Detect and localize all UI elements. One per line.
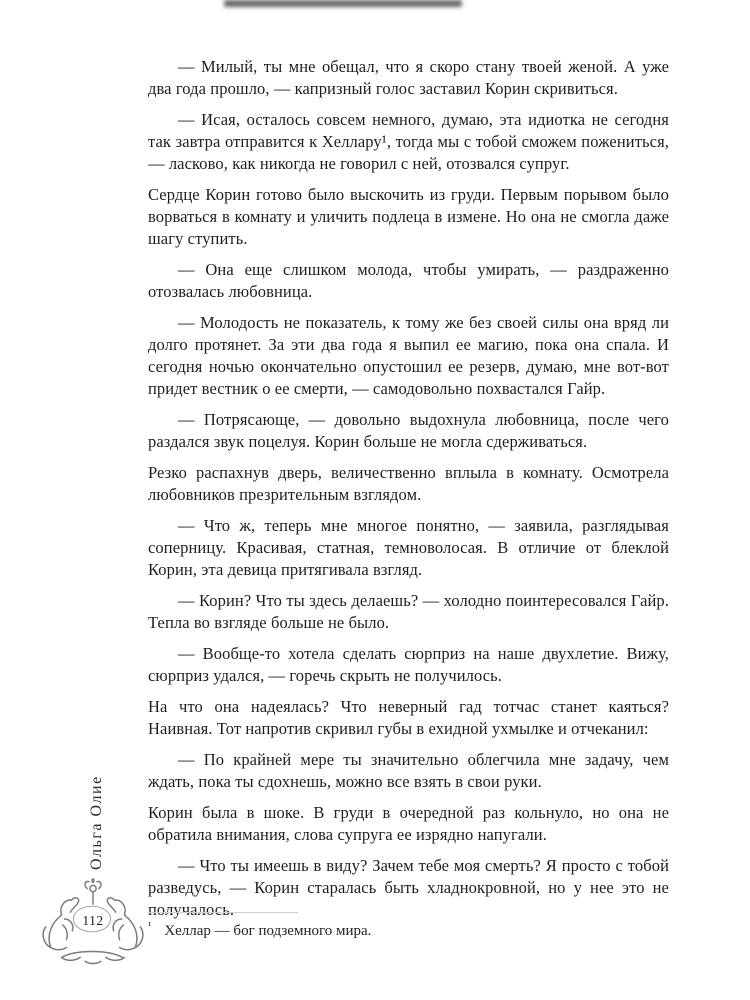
author-name-vertical: Ольга Олие [88, 775, 105, 870]
page-number: 112 [82, 913, 104, 928]
cropped-running-head [224, 0, 462, 7]
paragraph: — Что ты имеешь в виду? Зачем тебе моя смерть? Я просто с тобой разведусь, — Корин старалась быть хладнокровной, но у нее это не получалось. [148, 856, 669, 919]
footnote [148, 916, 669, 941]
paragraph: — Молодость не показатель, к тому же без своей силы она вряд ли долго протянет. За эти два года я выпил ее магию, пока она спала. И сегодня ночью окончательно опустошил ее резерв, думаю, мне вот-вот придет вестник о ее смерти, — самодовольно похвастался Гайр. [148, 313, 669, 398]
paragraph: — Она еще слишком молода, чтобы умирать, — раздраженно отозвалась любовница. [148, 260, 669, 301]
paragraph: — Потрясающе, — довольно выдохнула любовница, после чего раздался звук поцелуя. Корин больше не могла сдерживаться. [148, 410, 669, 451]
paragraph: Сердце Корин готово было выскочить из груди. Первым порывом было ворваться в комнату и уличить подлеца в измене. Но она не смогла даже шагу ступить. [148, 185, 669, 248]
footnote-text: Хеллар — бог подземного мира. [164, 923, 372, 939]
paragraph: — Милый, ты мне обещал, что я скоро стану твоей женой. А уже два года прошло, — капризный голос заставил Корин скривиться. [148, 57, 669, 98]
paragraph: — Исая, осталось совсем немного, думаю, эта идиотка не сегодня так завтра отправится к Хеллару¹, тогда мы с тобой сможем пожениться, — ласково, как никогда не говорил с ней, отозвался супруг. [148, 110, 669, 173]
paragraph: — Корин? Что ты здесь делаешь? — холодно поинтересовался Гайр. Тепла во взгляде больше не было. [148, 591, 669, 632]
footnote-separator [148, 912, 298, 913]
paragraph: — Что ж, теперь мне многое понятно, — заявила, разглядывая соперницу. Красивая, статная, темноволосая. В отличие от блеклой Корин, эта девица притягивала взгляд. [148, 516, 669, 579]
paragraph: На что она надеялась? Что неверный гад тотчас станет каяться? Наивная. Тот напротив скривил губы в ехидной ухмылке и отчеканил: [148, 697, 669, 738]
paragraph: Резко распахнув дверь, величественно вплыла в комнату. Осмотрела любовников презрительным взглядом. [148, 463, 669, 504]
paragraph: — По крайней мере ты значительно облегчила мне задачу, чем ждать, пока ты сдохнешь, можно все взять в свои руки. [148, 750, 669, 791]
footnote-marker: ¹ [148, 920, 152, 932]
page-text-column [148, 56, 669, 930]
paragraph: — Вообще-то хотела сделать сюрприз на наше двухлетие. Вижу, сюрприз удался, — горечь скрыть не получилось. [148, 644, 669, 685]
paragraph: Корин была в шоке. В груди в очередной раз кольнуло, но она не обратила внимания, слова супруга ее изрядно напугали. [148, 803, 669, 844]
